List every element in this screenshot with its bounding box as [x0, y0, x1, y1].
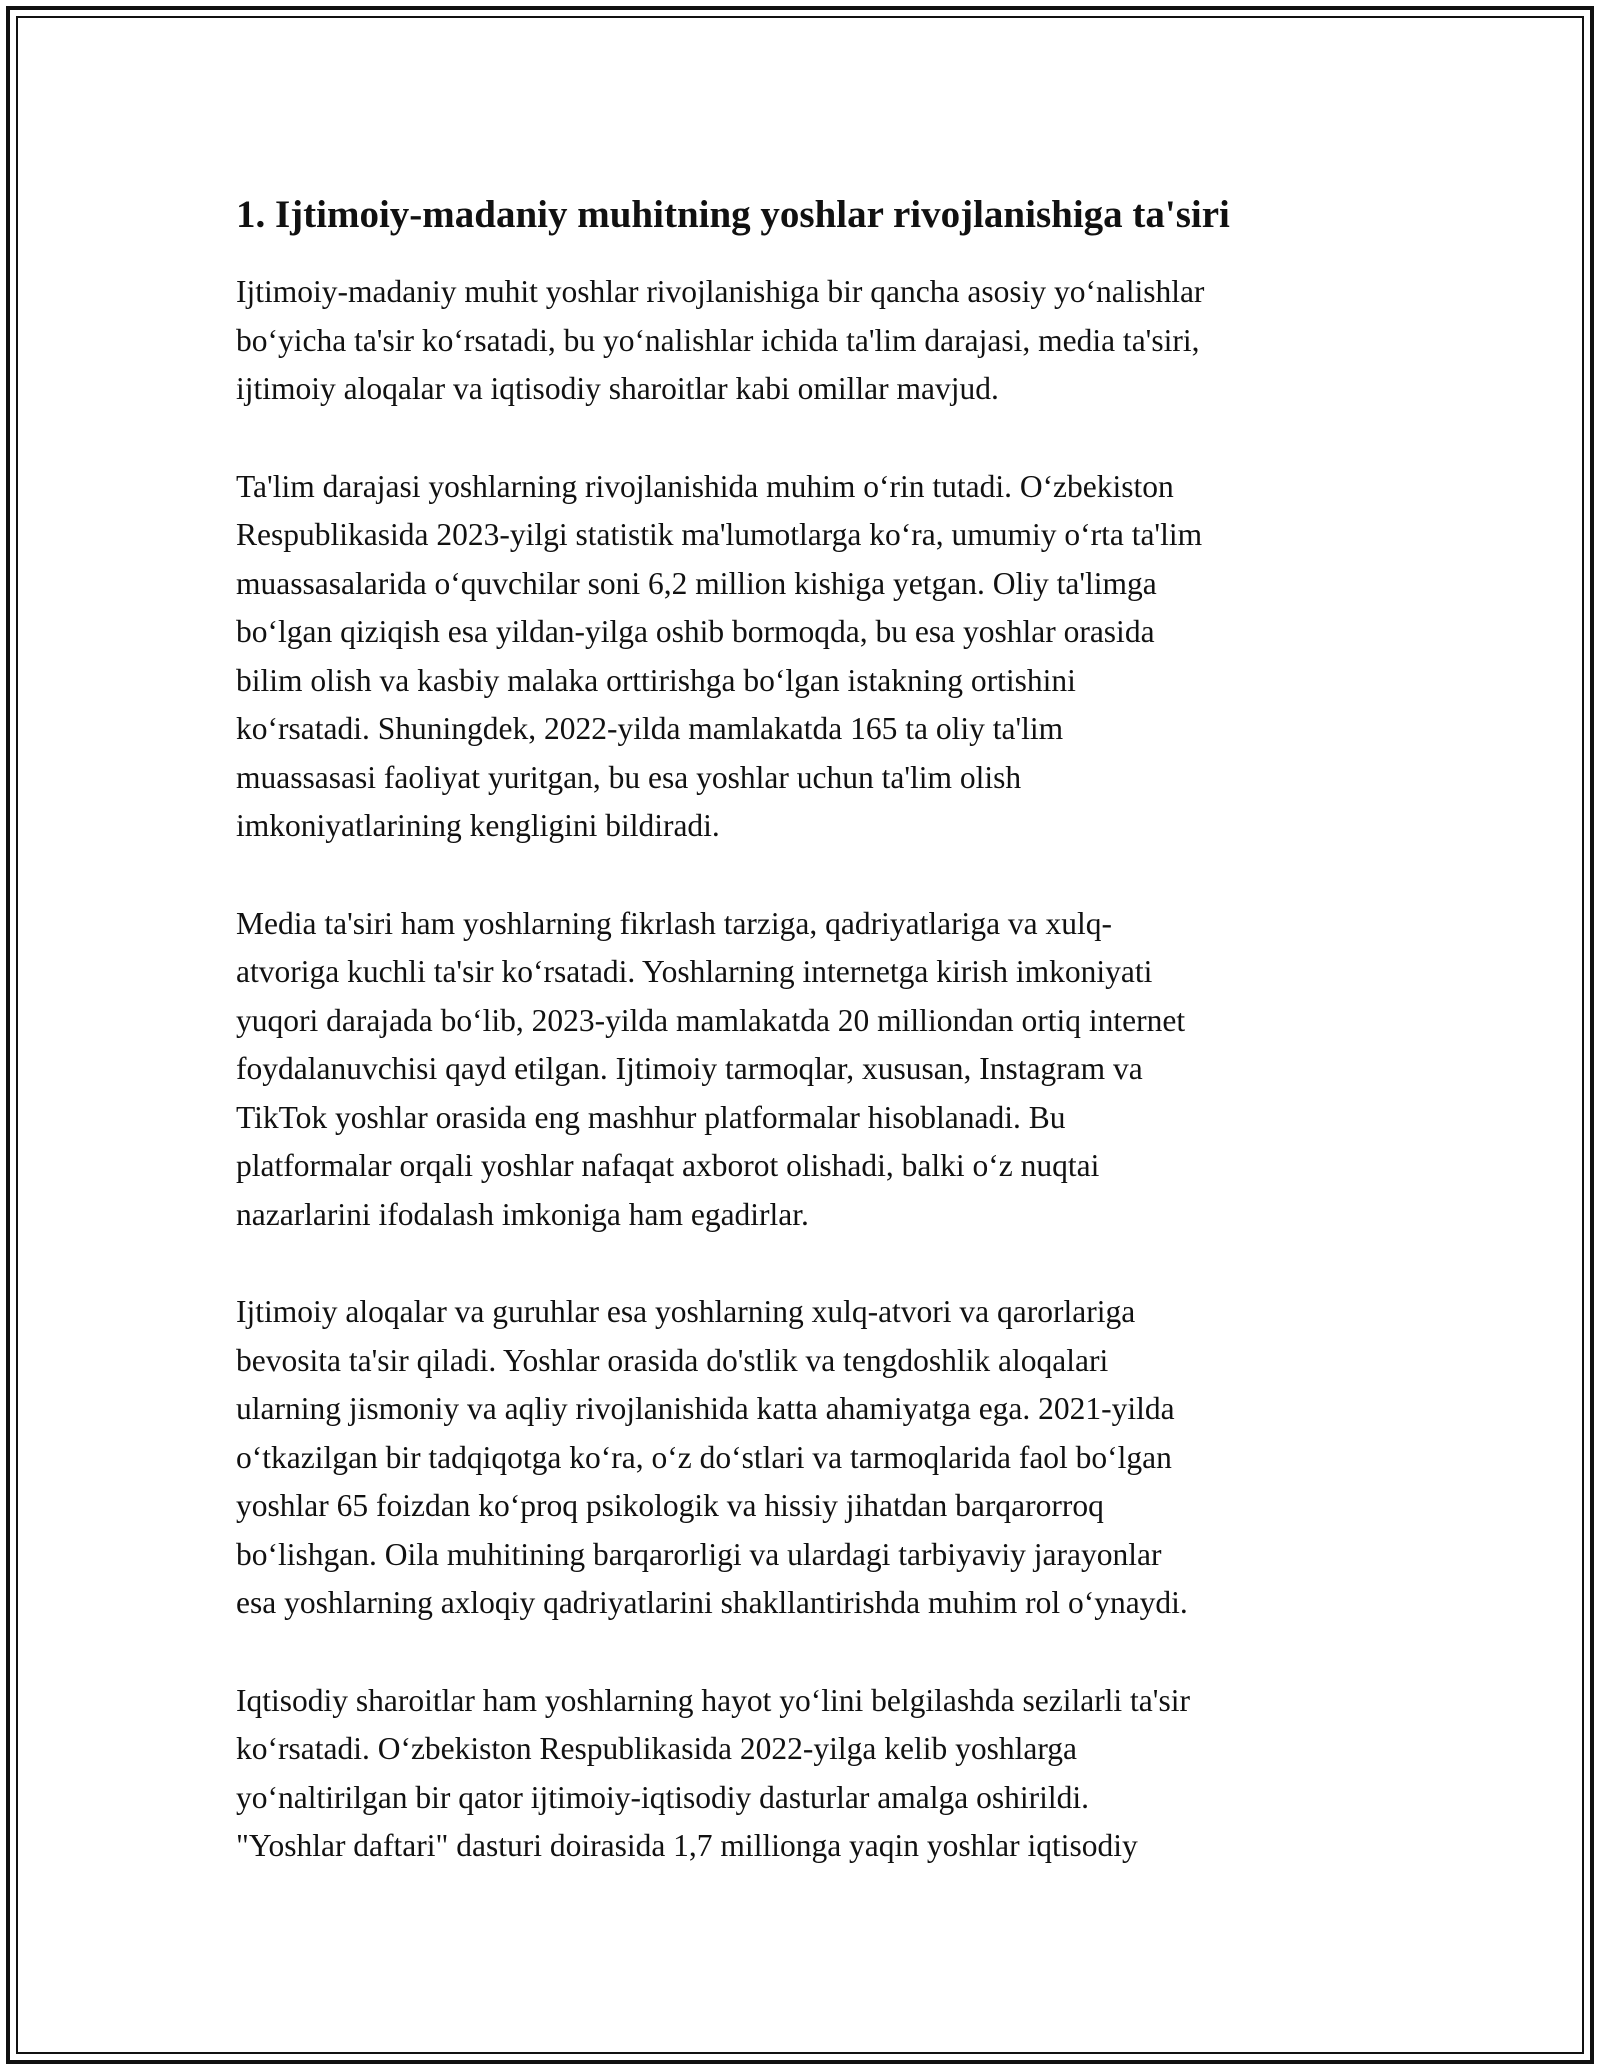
text-line: Respublikasida 2023-yilgi statistik ma'lumotlarga koʻra, umumiy oʻrta ta'lim	[236, 517, 1203, 552]
text-line: boʻlishgan. Oila muhitining barqarorligi va ulardagi tarbiyaviy jarayonlar	[236, 1536, 1162, 1572]
text-line: foydalanuvchisi qayd etilgan. Ijtimoiy tarmoqlar, xususan, Instagram va	[236, 1051, 1143, 1086]
section-heading: 1. Ijtimoiy-madaniy muhitning yoshlar rivojlanishiga ta'siri	[236, 193, 1230, 236]
text-line: muassasasi faoliyat yuritgan, bu esa yoshlar uchun ta'lim olish	[236, 759, 1022, 795]
paragraph-media	[236, 900, 1376, 1240]
text-line: yuqori darajada boʻlib, 2023-yilda mamlakatda 20 milliondan ortiq internet	[236, 1002, 1186, 1038]
text-line: Ijtimoiy aloqalar va guruhlar esa yoshlarning xulq-atvori va qarorlariga	[236, 1294, 1136, 1329]
text-line: esa yoshlarning axloqiy qadriyatlarini shakllantirishda muhim rol oʻynaydi.	[236, 1585, 1188, 1620]
text-line: ijtimoiy aloqalar va iqtisodiy sharoitlar kabi omillar mavjud.	[236, 371, 999, 406]
text-line: yoshlar 65 foizdan koʻproq psikologik va hissiy jihatdan barqarorroq	[236, 1488, 1104, 1523]
text-line: "Yoshlar daftari" dasturi doirasida 1,7 millionga yaqin yoshlar iqtisodiy	[236, 1828, 1138, 1863]
text-line: TikTok yoshlar orasida eng mashhur platformalar hisoblanadi. Bu	[236, 1099, 1066, 1135]
paragraph-economic	[236, 1677, 1376, 1871]
text-line: Media ta'siri ham yoshlarning fikrlash tarziga, qadriyatlariga va xulq-	[236, 905, 1113, 941]
text-line: boʻyicha ta'sir koʻrsatadi, bu yoʻnalishlar ichida ta'lim darajasi, media ta'siri,	[236, 322, 1200, 358]
text-line: Ta'lim darajasi yoshlarning rivojlanishida muhim oʻrin tutadi. Oʻzbekiston	[236, 468, 1174, 504]
text-line: Iqtisodiy sharoitlar ham yoshlarning hayot yoʻlini belgilashda sezilarli ta'sir	[236, 1682, 1190, 1718]
document-body	[236, 188, 1376, 1920]
text-line: yoʻnaltirilgan bir qator ijtimoiy-iqtisodiy dasturlar amalga oshirildi.	[236, 1779, 1089, 1815]
text-line: koʻrsatadi. Shuningdek, 2022-yilda mamlakatda 165 ta oliy ta'lim	[236, 711, 1064, 746]
text-line: koʻrsatadi. Oʻzbekiston Respublikasida 2022-yilga kelib yoshlarga	[236, 1731, 1077, 1766]
text-line: bilim olish va kasbiy malaka orttirishga boʻlgan istakning ortishini	[236, 662, 1076, 698]
paragraph-social	[236, 1288, 1376, 1628]
text-line: platformalar orqali yoshlar nafaqat axborot olishadi, balki oʻz nuqtai	[236, 1148, 1100, 1183]
paragraph-intro	[236, 268, 1376, 414]
text-line: atvoriga kuchli ta'sir koʻrsatadi. Yoshlarning internetga kirish imkoniyati	[236, 954, 1153, 989]
text-line: ularning jismoniy va aqliy rivojlanishida katta ahamiyatga ega. 2021-yilda	[236, 1391, 1175, 1426]
text-line: nazarlarini ifodalash imkoniga ham egadirlar.	[236, 1196, 809, 1232]
text-line: imkoniyatlarining kengligini bildiradi.	[236, 808, 720, 843]
paragraph-education	[236, 463, 1376, 851]
text-line: Ijtimoiy-madaniy muhit yoshlar rivojlanishiga bir qancha asosiy yoʻnalishlar	[236, 274, 1205, 309]
text-line: boʻlgan qiziqish esa yildan-yilga oshib bormoqda, bu esa yoshlar orasida	[236, 614, 1155, 649]
text-line: bevosita ta'sir qiladi. Yoshlar orasida do'stlik va tengdoshlik aloqalari	[236, 1342, 1109, 1378]
text-line: oʻtkazilgan bir tadqiqotga koʻra, oʻz doʻstlari va tarmoqlarida faol boʻlgan	[236, 1439, 1172, 1475]
text-line: muassasalarida oʻquvchilar soni 6,2 million kishiga yetgan. Oliy ta'limga	[236, 565, 1157, 601]
